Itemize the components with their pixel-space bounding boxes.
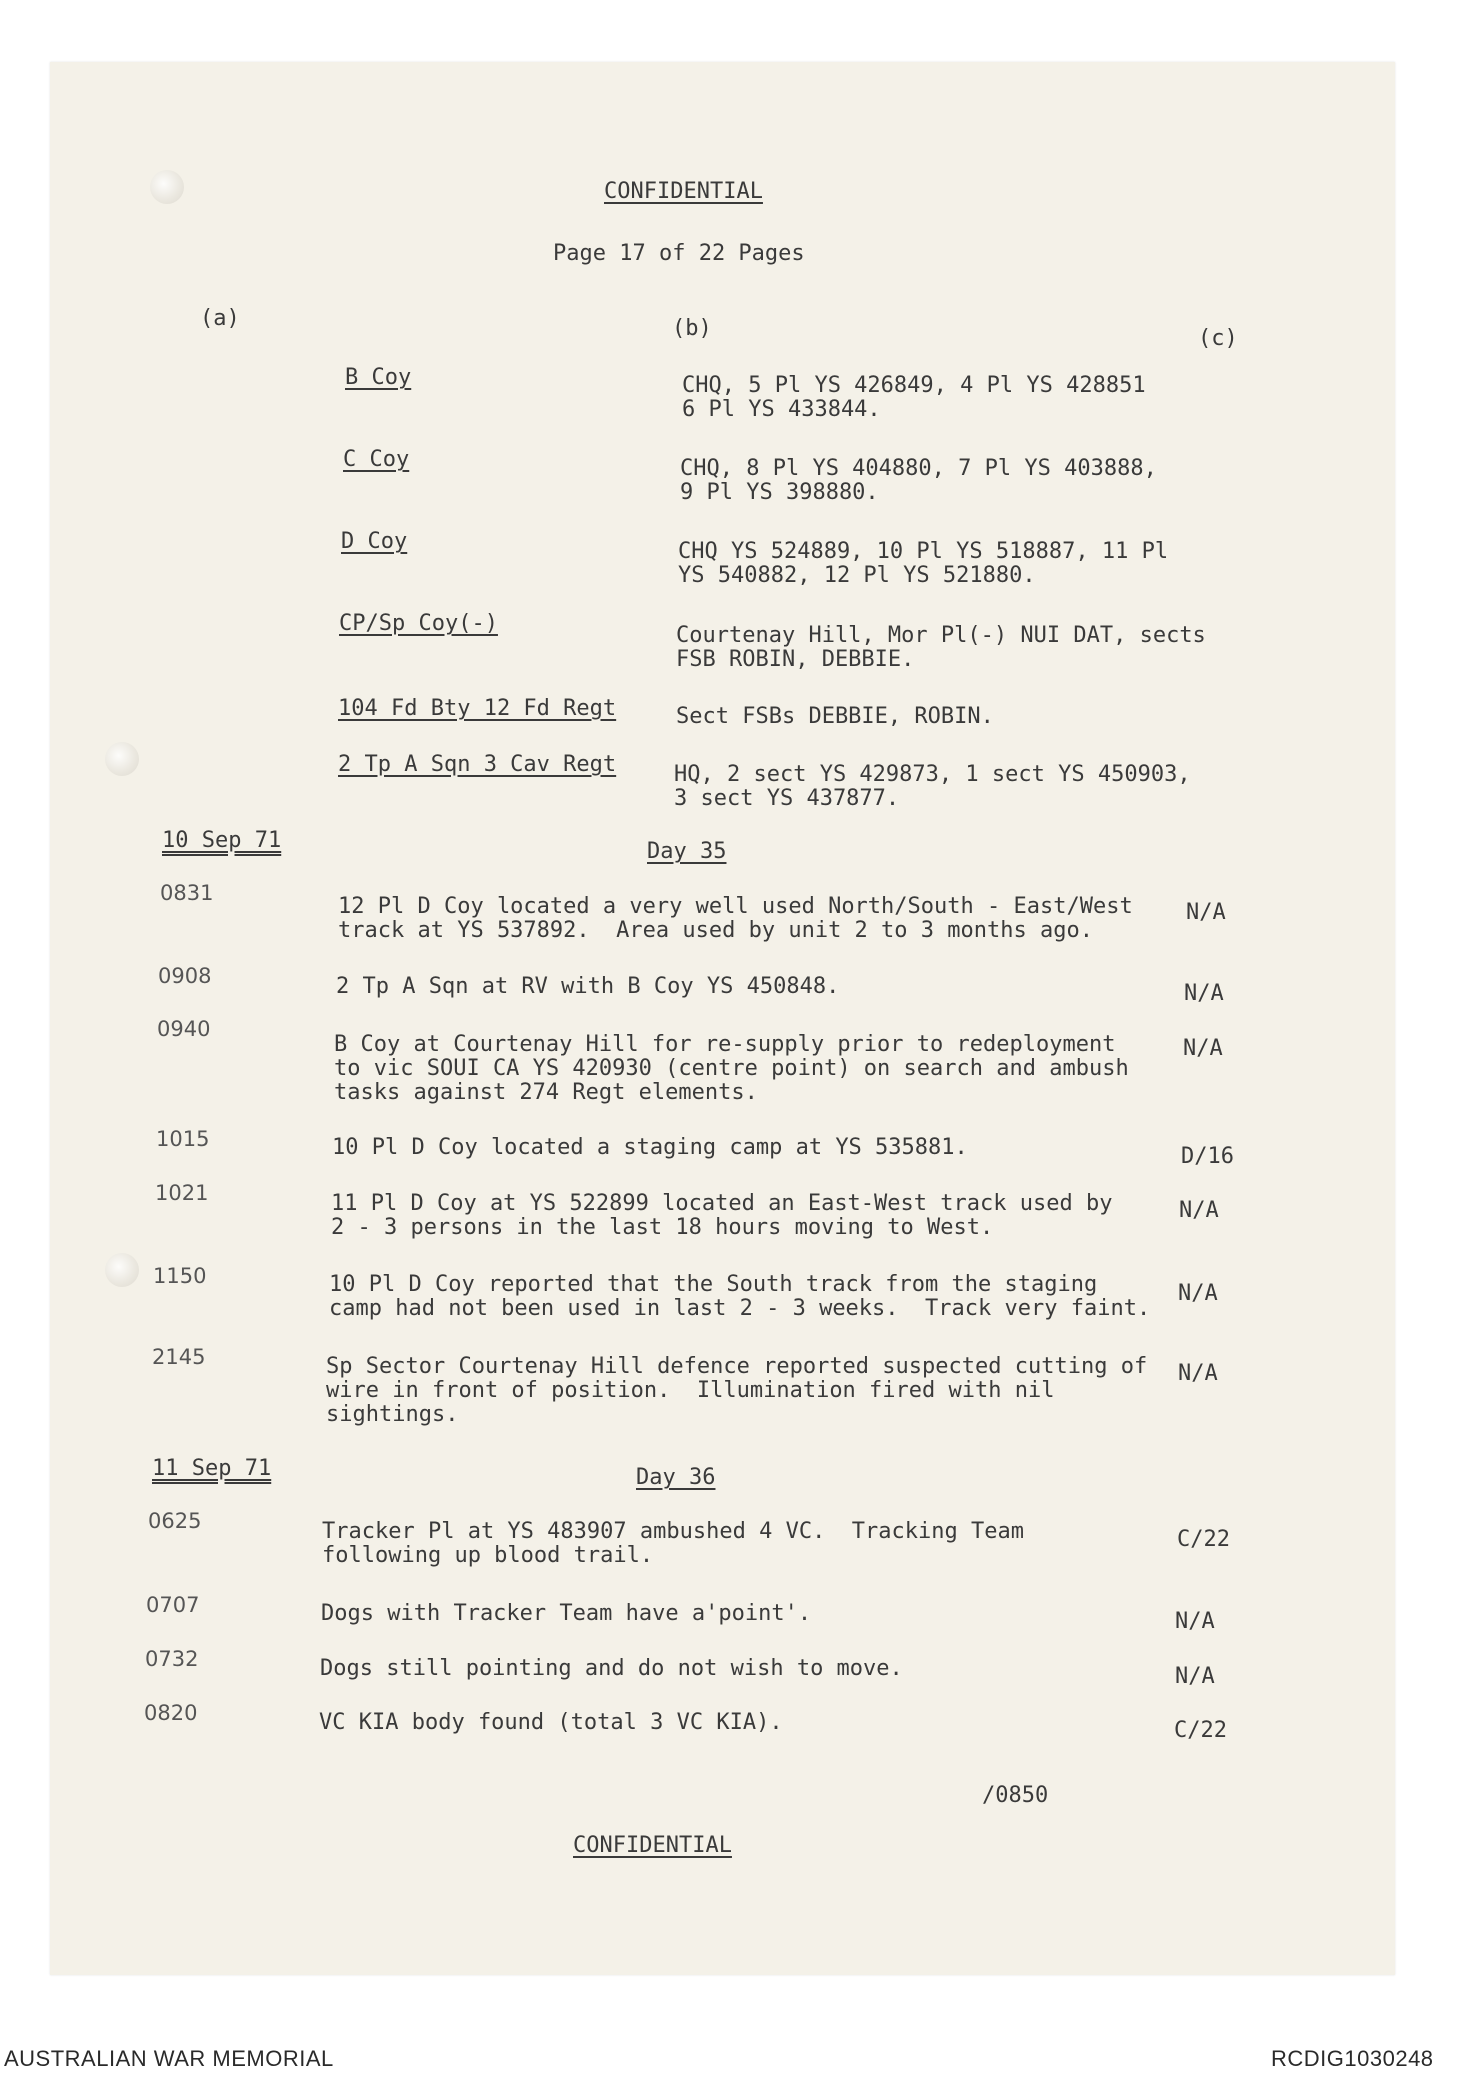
- log-time: 0732: [145, 1647, 199, 1671]
- log-text: wire in front of position. Illumination fired with nil: [326, 1378, 1055, 1403]
- log-time: 0940: [157, 1017, 211, 1041]
- archive-reference: RCDIG1030248: [1271, 2046, 1434, 2071]
- log-text: 2 - 3 persons in the last 18 hours moving to West.: [331, 1215, 994, 1240]
- page-number: Page 17 of 22 Pages: [553, 241, 805, 266]
- log-text: 12 Pl D Coy located a very well used North/South - East/West: [338, 894, 1133, 919]
- classification-top: CONFIDENTIAL: [604, 179, 763, 204]
- log-time: 0625: [148, 1509, 202, 1533]
- log-reference: N/A: [1175, 1664, 1215, 1689]
- unit-location: 9 Pl YS 398880.: [680, 480, 879, 505]
- day-heading: Day 35: [647, 839, 727, 864]
- log-text: B Coy at Courtenay Hill for re-supply prior to redeployment: [334, 1032, 1116, 1057]
- log-text: track at YS 537892. Area used by unit 2 to 3 months ago.: [338, 918, 1093, 943]
- log-reference: N/A: [1186, 900, 1226, 925]
- log-reference: C/22: [1174, 1718, 1227, 1743]
- date-heading: 10 Sep 71: [162, 828, 282, 853]
- punch-hole-bottom: [105, 1253, 139, 1287]
- log-time: 0908: [158, 964, 212, 988]
- log-text: Tracker Pl at YS 483907 ambushed 4 VC. Tracking Team: [322, 1519, 1024, 1544]
- log-reference: N/A: [1179, 1198, 1219, 1223]
- log-text: VC KIA body found (total 3 VC KIA).: [319, 1710, 783, 1735]
- unit-location: CHQ, 8 Pl YS 404880, 7 Pl YS 403888,: [680, 456, 1157, 481]
- log-text: Dogs still pointing and do not wish to move.: [320, 1656, 903, 1681]
- log-text: sightings.: [326, 1402, 459, 1427]
- log-reference: C/22: [1177, 1527, 1230, 1552]
- unit-location: 6 Pl YS 433844.: [682, 397, 881, 422]
- punch-hole-middle: [105, 742, 139, 776]
- unit-name: 104 Fd Bty 12 Fd Regt: [338, 696, 617, 721]
- log-time: 0831: [160, 881, 214, 905]
- archive-credit: AUSTRALIAN WAR MEMORIAL: [4, 2046, 334, 2071]
- log-text: to vic SOUI CA YS 420930 (centre point) on search and ambush: [334, 1056, 1129, 1081]
- log-time: 1015: [156, 1127, 210, 1151]
- unit-location: CHQ, 5 Pl YS 426849, 4 Pl YS 428851: [682, 373, 1146, 398]
- log-reference: N/A: [1178, 1281, 1218, 1306]
- unit-name: 2 Tp A Sqn 3 Cav Regt: [338, 752, 617, 777]
- log-reference: N/A: [1178, 1361, 1218, 1386]
- log-reference: N/A: [1175, 1609, 1215, 1634]
- column-c-label: (c): [1198, 326, 1238, 351]
- column-a-label: (a): [200, 306, 240, 331]
- log-text: 10 Pl D Coy reported that the South track from the staging: [329, 1272, 1098, 1297]
- log-time: 1021: [155, 1181, 209, 1205]
- log-time: 1150: [153, 1264, 207, 1288]
- unit-location: 3 sect YS 437877.: [674, 786, 900, 811]
- unit-location: Sect FSBs DEBBIE, ROBIN.: [676, 704, 994, 729]
- unit-location: CHQ YS 524889, 10 Pl YS 518887, 11 Pl: [678, 539, 1169, 564]
- unit-name: CP/Sp Coy(-): [339, 611, 498, 636]
- log-time: 2145: [152, 1345, 206, 1369]
- date-heading: 11 Sep 71: [152, 1456, 272, 1481]
- unit-name: C Coy: [343, 447, 410, 472]
- continuation-marker: /0850: [982, 1783, 1049, 1808]
- unit-location: FSB ROBIN, DEBBIE.: [676, 647, 915, 672]
- unit-name: D Coy: [341, 529, 408, 554]
- log-reference: N/A: [1183, 1036, 1223, 1061]
- unit-location: YS 540882, 12 Pl YS 521880.: [678, 563, 1036, 588]
- log-reference: N/A: [1184, 981, 1224, 1006]
- punch-hole-top: [150, 170, 184, 204]
- log-reference: D/16: [1181, 1144, 1234, 1169]
- log-text: 10 Pl D Coy located a staging camp at YS 535881.: [332, 1135, 968, 1160]
- log-text: following up blood trail.: [322, 1543, 654, 1568]
- unit-location: HQ, 2 sect YS 429873, 1 sect YS 450903,: [674, 762, 1191, 787]
- log-text: Dogs with Tracker Team have a'point'.: [321, 1601, 812, 1626]
- log-text: 2 Tp A Sqn at RV with B Coy YS 450848.: [336, 974, 840, 999]
- log-time: 0707: [146, 1593, 200, 1617]
- log-text: tasks against 274 Regt elements.: [334, 1080, 758, 1105]
- classification-bottom: CONFIDENTIAL: [573, 1833, 732, 1858]
- log-text: 11 Pl D Coy at YS 522899 located an East-West track used by: [331, 1191, 1113, 1216]
- log-text: camp had not been used in last 2 - 3 weeks. Track very faint.: [329, 1296, 1151, 1321]
- day-heading: Day 36: [636, 1465, 716, 1490]
- column-b-label: (b): [672, 316, 712, 341]
- log-time: 0820: [144, 1701, 198, 1725]
- log-text: Sp Sector Courtenay Hill defence reported suspected cutting of: [326, 1354, 1148, 1379]
- unit-name: B Coy: [345, 365, 412, 390]
- unit-location: Courtenay Hill, Mor Pl(-) NUI DAT, sects: [676, 623, 1206, 648]
